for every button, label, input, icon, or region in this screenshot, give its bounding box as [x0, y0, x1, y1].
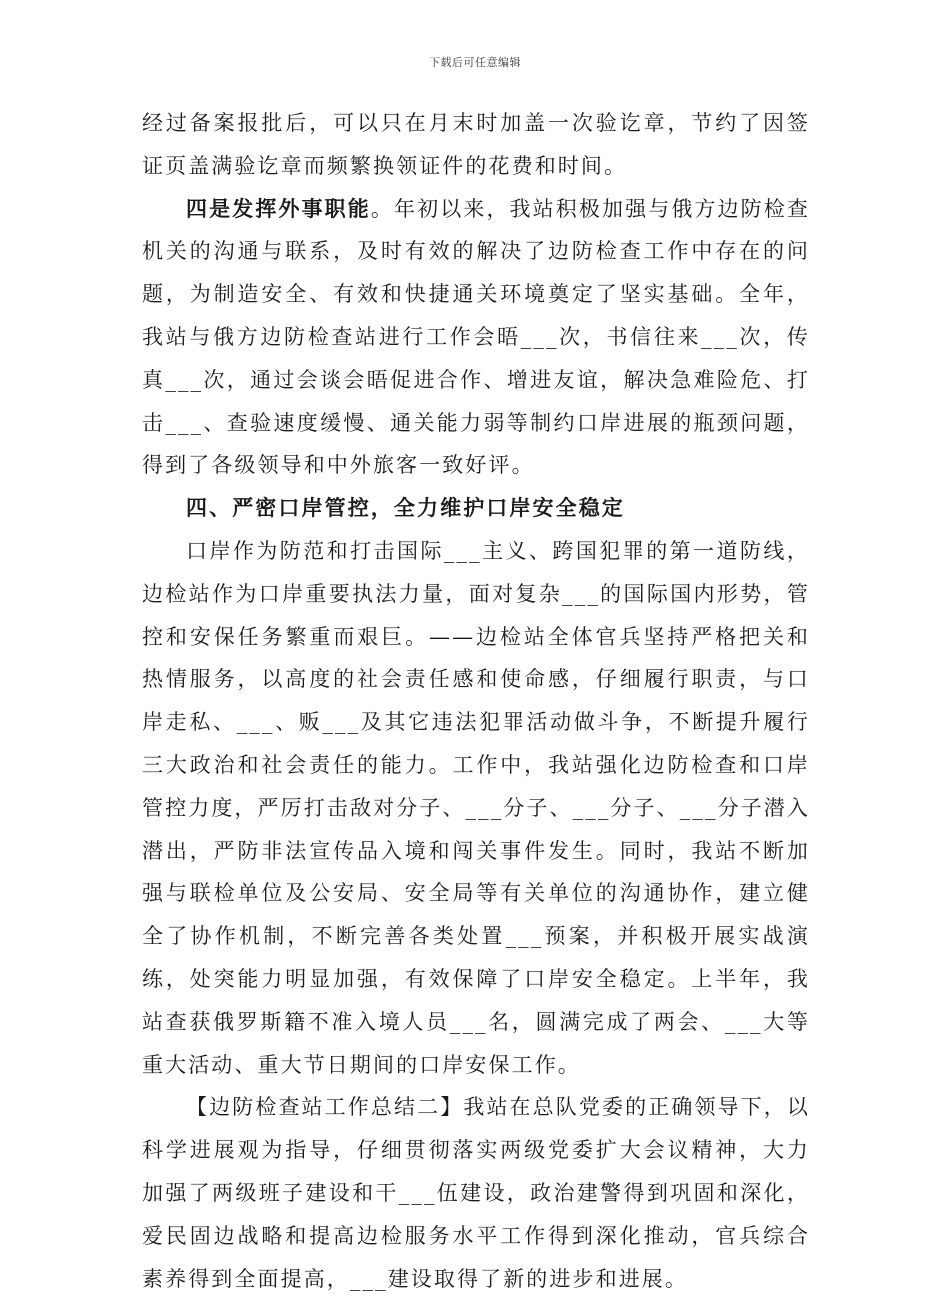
paragraph-continuation: 经过备案报批后，可以只在月末时加盖一次验讫章，节约了因签证页盖满验讫章而频繁换领证件的花费和时间。: [142, 111, 810, 178]
page-header: 下载后可任意编辑: [429, 56, 521, 69]
paragraph-body-text: 。年初以来，我站积极加强与俄方边防检查机关的沟通与联系，及时有效的解决了边防检查工作中存在的问题，为制造安全、有效和快捷通关环境奠定了坚实基础。全年，我站与俄方边防检查站进行工作会晤___次，书信往来___次，传真___次，通过会谈会晤促进合作、增进友谊，解决急难险危、打击___、查验速度缓慢、通关能力弱等制约口岸进展的瓶颈问题，得到了各级领导和中外旅客一致好评。: [142, 196, 810, 478]
paragraph-lead-bold: 四是发挥外事职能: [186, 195, 371, 221]
paragraph-summary-two: 【边防检查站工作总结二】我站在总队党委的正确领导下，以科学进展观为指导，仔细贯彻落实两级党委扩大会议精神，大力加强了两级班子建设和干___伍建设，政治建警得到巩固和深化，爱民固边战略和提高边检服务水平工作得到深化推动，官兵综合素养得到全面提高，___建设取得了新的进步和进展。: [142, 1095, 810, 1291]
paragraph-port-control: 口岸作为防范和打击国际___主义、跨国犯罪的第一道防线，边检站作为口岸重要执法力量，面对复杂___的国际国内形势，管控和安保任务繁重而艰巨。——边检站全体官兵坚持严格把关和热情服务，以高度的社会责任感和使命感，仔细履行职责，与口岸走私、___、贩___及其它违法犯罪活动做斗争，不断提升履行三大政治和社会责任的能力。工作中，我站强化边防检查和口岸管控力度，严厉打击敌对分子、___分子、___分子、___分子潜入潜出，严防非法宣传品入境和闯关事件发生。同时，我站不断加强与联检单位及公安局、安全局等有关单位的沟通协作，建立健全了协作机制，不断完善各类处置___预案，并积极开展实战演练，处突能力明显加强，有效保障了口岸安全稳定。上半年，我站查获俄罗斯籍不准入境人员___名，圆满完成了两会、___大等重大活动、重大节日期间的口岸安保工作。: [142, 538, 810, 1077]
section-heading: 四、严密口岸管控，全力维护口岸安全稳定: [186, 495, 625, 521]
document-body: [142, 102, 810, 1300]
paragraph-foreign-affairs: [142, 188, 810, 488]
